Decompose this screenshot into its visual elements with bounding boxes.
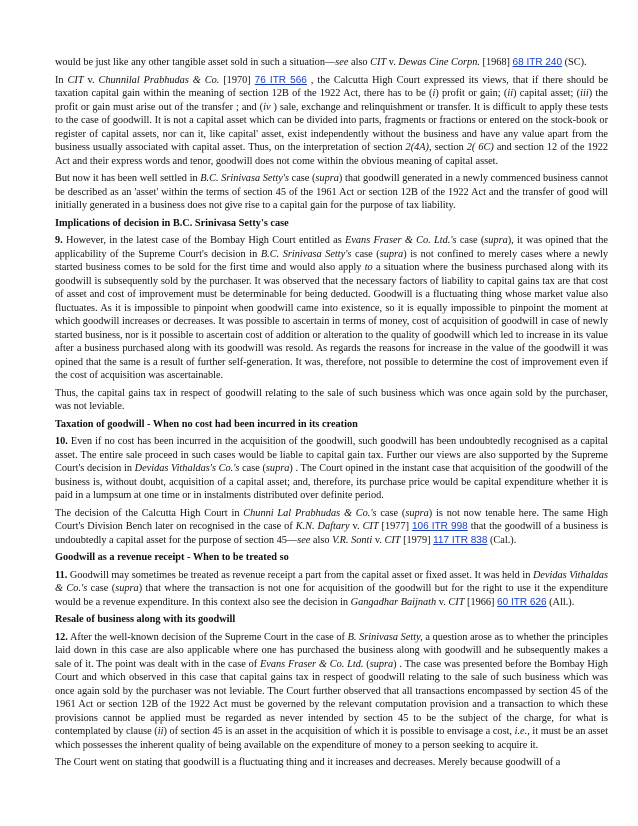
text: Goodwill may sometimes be treated as revenue receipt a part from the capital asset or fixed asset. It was held in	[67, 569, 533, 581]
text: supra	[115, 583, 139, 594]
text: CIT	[448, 596, 465, 608]
text: B. Srinivasa Setty,	[347, 631, 423, 643]
text: However, in the latest case of the Bombay High Court entitled as	[62, 235, 346, 246]
text: ) . The case was presented before the Bombay High Court and which observed in this case that capital gains tax in respect of goodwill relating to the sale of such business which was once again sold by the purchaser was not leviable. The Court further observed that all transactions encompassed by section 45 of the 1961 Act or section 12B of the 1922 Act must be governed by the relevant computation provision and a transaction to which these provisions cannot be applied must be regarded as never intended by section 45 to be the subject of the charge, for what is contemplated by clause (	[55, 658, 608, 737]
text: iii	[580, 88, 589, 99]
text: The decision of the Calcutta High Court in	[55, 507, 244, 519]
text: 2( 6C)	[466, 142, 494, 153]
text: After the well-known decision of the Supreme Court in the case of	[67, 631, 348, 643]
text: 2(4A)	[405, 142, 429, 153]
text: Thus, the capital gains tax in respect of goodwill relating to the sale of such business which was once again sold by the purchaser, was not leviable.	[55, 387, 608, 412]
text: also	[310, 534, 333, 546]
text: case (	[456, 235, 485, 246]
text: [1968]	[479, 57, 513, 68]
text: supra	[315, 173, 339, 184]
text: , the Calcutta High Court expressed its views, that if there should be taxation capital gain within the meaning of section 12B of the 1922 Act, there has to be (	[55, 74, 609, 99]
paragraph-number: 9.	[55, 235, 63, 246]
citation-link[interactable]: 60 ITR 626	[497, 596, 547, 608]
section-heading: Goodwill as a revenue receipt - When to be treated so	[55, 552, 289, 563]
text: v.	[372, 534, 385, 546]
text: CIT	[370, 57, 387, 68]
paragraph-number: 11.	[55, 569, 68, 581]
paragraph	[55, 56, 608, 70]
text: [1966]	[464, 596, 498, 608]
text: ) is not confined to merely cases where a newly started business comes to be sold for the first time and would also apply	[55, 248, 609, 273]
text: case (	[87, 583, 116, 594]
text: , section	[429, 142, 467, 153]
text: ) that goodwill generated in a newly commenced business cannot be described as an 'asset' within the terms of section 45 of the 1961 Act or section 12B of the 1922 Act and the transfer of good will initially generated in a business does not give rise to a capital gain for the purpose of tax liability.	[55, 173, 609, 211]
text: supra	[265, 463, 290, 474]
text: CIT	[362, 521, 379, 532]
citation-link[interactable]: 76 ITR 566	[254, 74, 307, 86]
text: and section 12 of the 1922 Act and their express words and tenor, goodwill does not come within the obvious meaning of capital asset.	[55, 142, 608, 167]
text: (SC).	[562, 57, 587, 68]
paragraph-number: 10.	[55, 436, 68, 447]
text: V.R. Sonti	[332, 534, 373, 546]
citation-link[interactable]: 106 ITR 998	[411, 521, 468, 532]
text: ) capital asset; (	[513, 88, 581, 99]
text: (Cal.).	[487, 534, 517, 546]
text: ) . The Court opined in the instant case that acquisition of the goodwill of the business is, without doubt, acquisition of a capital asset; and, therefore, its purchase price would be capital expenditure whether it is paid in a lumpsum at one time or in instalments distributed over definite period.	[55, 463, 608, 501]
text: a question arose as to whether the principles laid down in this case are also applicable where one has purchased the business along with goodwill and he subsequently makes a sale of it. The point was dealt with in the case of	[55, 631, 608, 670]
paragraph	[55, 435, 608, 503]
text: K.N. Daftary	[295, 521, 350, 532]
text: CIT	[67, 74, 84, 86]
text: ), it was opined that the applicability of the Supreme Court's decision in	[55, 235, 608, 260]
text: (All.).	[546, 596, 575, 608]
text: iv	[263, 101, 271, 113]
text: Devidas Vithaldas & Co.'s	[55, 569, 608, 594]
text: i	[432, 88, 436, 99]
section-heading: Implications of decision in B.C. Srinivasa Setty's case	[55, 217, 289, 229]
text: would be just like any other tangible asset sold in such a situation—	[55, 57, 336, 68]
text: case (	[376, 507, 406, 519]
text: case (	[288, 173, 316, 184]
text: case (	[351, 248, 380, 260]
text: [1977]	[378, 521, 412, 532]
text: also	[348, 57, 371, 68]
paragraph	[55, 507, 608, 548]
text: supra	[484, 235, 508, 246]
paragraph	[55, 74, 608, 169]
text: a situation where the business purchased along with its goodwill is subsequently sold by the purchaser. It was observed that the necessary factors of liability to capital gains tax are that cost of asset and cost of improvement must be determinable for being deducted. Goodwill is a fluctuating thing whose market value also fluctuates. As it is impossible to pinpoint when goodwill came into existence, so it is equally impossible to pinpoint the moment at which goodwill increases or decreases. It was possible to ascertain in terms of money, cost of acquisition of goodwill in case of newly started business, nor is it possible to ascertain cost of addition or alteration to the quality of goodwill which led to increase in its value after a business purchased along with its goodwill was resold. As regards the reasons for increase in the value of the goodwill it was opined that the same is a result of further self-generation. It was, therefore, not possible to determine the cost of improvement even if the cost of acquisition was ascertainable.	[55, 262, 608, 381]
text: CIT	[384, 534, 401, 546]
text: [1979]	[400, 534, 434, 546]
text: case (	[239, 463, 266, 474]
text: ii	[157, 726, 164, 737]
section-heading: Resale of business along with its goodwill	[55, 614, 236, 625]
text: Even if no cost has been incurred in the acquisition of the goodwill, such goodwill has been undoubtedly recognised as a capital asset. The entire sale proceed in such cases would be liable to capital gain tax. Further our views are also supported by the Supreme Court's decision in	[55, 436, 608, 474]
text: B.C. Srinivasa Setty's	[260, 248, 352, 260]
text: Chunni Lal Prabhudas & Co.'s	[243, 507, 377, 519]
text: Devidas Vithaldas's Co.'s	[134, 463, 240, 474]
text: Gangadhar Baijnath	[350, 596, 437, 608]
text: it must be an asset which possesses the inherent quality of being available on the expenditure of money to a person seeking to acquire it.	[55, 726, 608, 751]
text: B.C. Srinivasa Setty's	[200, 173, 289, 184]
text: v.	[386, 57, 399, 68]
paragraph	[55, 234, 608, 383]
text: v.	[349, 521, 363, 532]
text: In	[55, 74, 68, 86]
paragraph	[55, 569, 608, 610]
citation-link[interactable]: 117 ITR 838	[433, 534, 488, 546]
text: see	[335, 57, 349, 68]
text: Dewas Cine Corpn.	[398, 57, 480, 68]
paragraph	[55, 631, 608, 753]
text: [1970]	[219, 74, 255, 86]
paragraph	[55, 387, 608, 414]
text: But now it has been well settled in	[55, 173, 201, 184]
paragraph-number: 12.	[55, 631, 68, 643]
text: i.e.,	[514, 726, 530, 737]
text: supra	[405, 507, 429, 519]
text: supra	[369, 658, 394, 670]
text: Chunnilal Prabhudas & Co.	[98, 74, 220, 86]
text: ii	[507, 88, 514, 99]
text: see	[297, 534, 311, 546]
text: ) the profit or gain must arise out of the transfer ; and (	[55, 88, 608, 113]
text: Evans Fraser & Co. Ltd.	[260, 658, 364, 670]
text: that the goodwill of a business is undoubtedly a capital asset for the purpose of section 45—	[55, 521, 608, 546]
text: supra	[379, 248, 404, 260]
text: v.	[83, 74, 99, 86]
text: to	[364, 262, 373, 273]
text: ) profit or gain; (	[435, 88, 508, 99]
citation-link[interactable]: 68 ITR 240	[512, 57, 563, 68]
section-heading: Taxation of goodwill - When no cost had been incurred in its creation	[55, 418, 358, 430]
paragraph	[55, 172, 608, 213]
text: ) is not now tenable here. The same High Court's Division Bench later on recognised in the case of	[55, 507, 609, 532]
text: ) of section 45 is an asset in the acquisition of which it is possible to envisage a cost,	[163, 726, 515, 737]
text: Evans Fraser & Co. Ltd.'s	[345, 235, 457, 246]
paragraph	[55, 756, 608, 770]
text: ) that where the transaction is not one for acquisition of the goodwill but for the right to use it the expenditure would be a revenue expenditure. In this context also see the decision in	[55, 583, 608, 608]
text: The Court went on stating that goodwill is a fluctuating thing and it increases and decreases. Merely because goodwill of a	[55, 757, 561, 768]
text: ) sale, exchange and relinquishment or transfer. It is difficult to apply these tests to the case of goodwill. It is not a capital asset which can be divided into parts, fragments or fractions or entered on the stock-book or register of capital assets, nor can it, like capital' asset, exist independently without the business and have any value apart from the business usually associated with capital asset. Thus, on the interpretation of section	[55, 101, 608, 153]
text: v.	[436, 596, 449, 608]
text: (	[363, 658, 370, 670]
